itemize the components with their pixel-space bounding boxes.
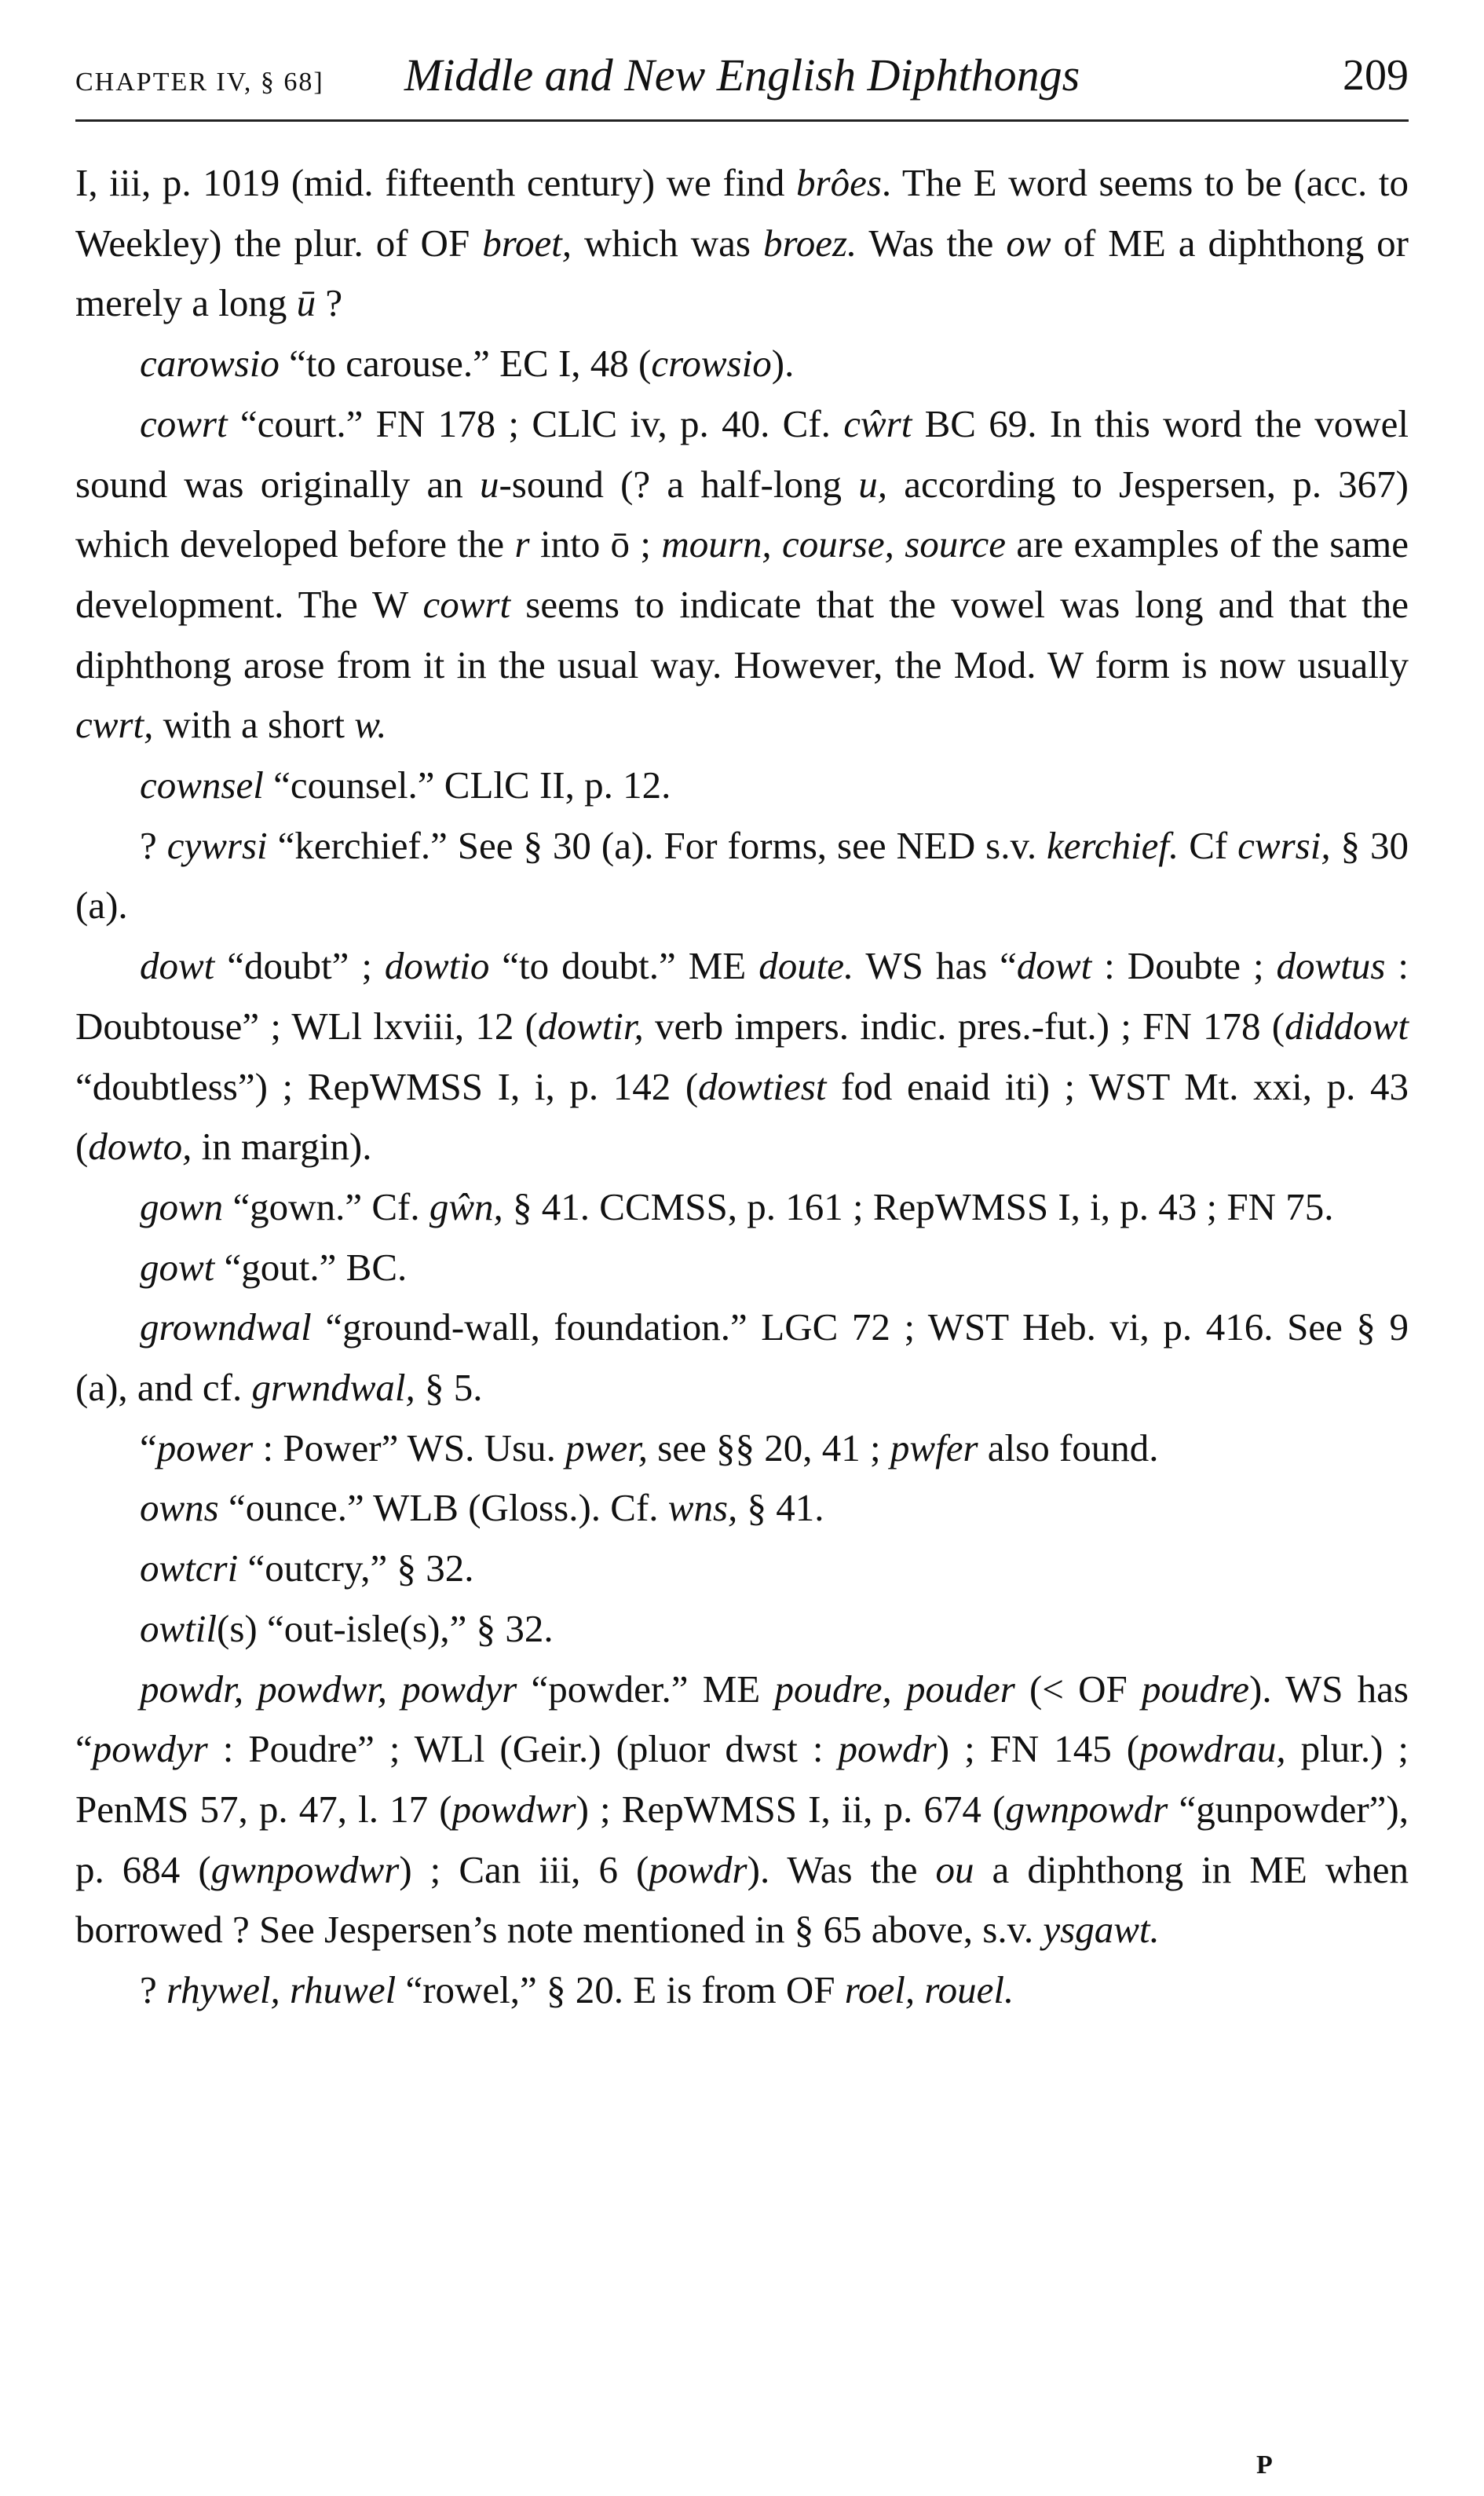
italic-term: growndwal	[140, 1305, 312, 1349]
text-run: § 30 (a).	[75, 823, 1409, 928]
italic-term: dowto,	[88, 1125, 192, 1169]
italic-term: grwndwal,	[251, 1366, 415, 1410]
italic-term: powdr	[649, 1847, 747, 1891]
text-run: : Power” WS. Usu.	[253, 1426, 566, 1469]
text-run: § 5.	[415, 1366, 483, 1410]
paragraph	[75, 816, 1409, 936]
text-run: “court.” FN 178 ; CLlC iv, p. 40. Cf.	[227, 401, 844, 445]
italic-term: kerchief.	[1047, 823, 1179, 867]
paragraph	[75, 394, 1409, 756]
text-run: I, iii, p. 1019 (mid. fifteenth century) we find	[75, 161, 796, 204]
running-title: Middle and New English Diphthongs	[404, 49, 1080, 101]
text-run: : Doubte ;	[1091, 944, 1277, 988]
italic-term: cowrt	[140, 401, 228, 445]
text-run: BC 69. In this word the vowel sound was originally an	[75, 401, 1409, 506]
italic-term: crowsio	[651, 342, 772, 386]
italic-term: dowtir,	[537, 1004, 644, 1048]
italic-term: cŵrt	[843, 401, 912, 445]
header-rule	[75, 119, 1409, 122]
italic-term: ū	[296, 281, 316, 325]
text-run: ). WS has “	[75, 1667, 1409, 1771]
italic-term: dowtus	[1276, 944, 1386, 988]
text-run: . The E word seems to be (acc. to Weekley) the plur. of OF	[75, 161, 1409, 265]
italic-term: mourn, course, source	[661, 522, 1007, 566]
paragraph	[75, 1660, 1409, 1961]
italic-term: dowtio	[384, 944, 490, 988]
text-run: seems to indicate that the vowel was long and that the diphthong arose from it in the usual way. However, the Mod. W form is now usually	[75, 582, 1409, 686]
text-run: ?	[140, 1968, 166, 2012]
paragraph	[75, 334, 1409, 394]
italic-term: wns,	[667, 1486, 738, 1530]
signature-mark: P	[1256, 2450, 1273, 2480]
italic-term: dowtiest	[698, 1064, 827, 1108]
text-run: ) ; Can iii, 6 (	[399, 1847, 649, 1891]
page-number: 209	[1343, 51, 1409, 100]
paragraph	[75, 1599, 1409, 1660]
italic-term: cownsel	[140, 763, 264, 807]
italic-term: w.	[354, 703, 387, 747]
text-run: “to carouse.” EC I, 48 (	[279, 342, 652, 386]
text-run: “doubtless”) ; RepWMSS I, i, p. 142 (	[75, 1064, 699, 1108]
chapter-reference: CHAPTER IV, § 68]	[75, 68, 324, 97]
text-run: are examples of the same development. The W	[75, 522, 1409, 626]
paragraph	[75, 1177, 1409, 1238]
text-run: which was	[572, 221, 763, 265]
text-run: ?	[316, 281, 343, 325]
italic-term: ou	[935, 1847, 974, 1891]
text-run: § 41.	[737, 1486, 824, 1530]
text-run: § 41. CCMSS, p. 161 ; RepWMSS I, i, p. 43 ; FN 75.	[503, 1184, 1334, 1228]
italic-term: owns	[140, 1486, 219, 1530]
text-run: : Poudre” ; WLl (Geir.) (pluor dwst :	[207, 1727, 839, 1771]
italic-term: cowrt	[422, 582, 511, 626]
text-run: also found.	[978, 1426, 1159, 1469]
italic-term: poudre	[1142, 1667, 1250, 1711]
italic-term: broet,	[482, 221, 572, 265]
text-run: verb impers. indic. pres.-fut.) ; FN 178 (	[643, 1004, 1285, 1048]
text-run: “kerchief.” See § 30 (a). For forms, see NED s.v.	[267, 823, 1047, 867]
text-run: “to doubt.” ME	[489, 944, 759, 988]
paragraph	[75, 1238, 1409, 1298]
italic-term: doute.	[758, 944, 854, 988]
text-run: “gunpowder”), p. 684 (	[75, 1787, 1409, 1891]
text-run: “outcry,” § 32.	[238, 1546, 474, 1590]
text-run: “ground-wall, foundation.” LGC 72 ; WST Heb. vi, p. 416. See § 9 (a), and cf.	[75, 1305, 1409, 1410]
italic-term: r	[514, 522, 530, 566]
text-run: Cf	[1179, 823, 1238, 867]
text-run: “gout.” BC.	[214, 1245, 408, 1289]
text-run: ) ; FN 145 (	[936, 1727, 1140, 1771]
italic-term: pwer,	[565, 1426, 648, 1469]
text-run: “doubt” ;	[214, 944, 385, 988]
text-run: with a short	[153, 703, 355, 747]
paragraph	[75, 756, 1409, 816]
text-run: “gown.” Cf.	[223, 1184, 429, 1228]
text-run: “ounce.” WLB (Gloss.). Cf.	[218, 1486, 668, 1530]
italic-term: rhywel, rhuwel	[166, 1968, 397, 2012]
italic-term: roel, rouel.	[844, 1968, 1014, 2012]
italic-term: owtil	[140, 1606, 217, 1650]
text-run: a diphthong in ME when borrowed ? See Jespersen’s note mentioned in § 65 above, s.v.	[75, 1847, 1409, 1952]
text-run: “	[140, 1426, 157, 1469]
text-run: : Doubtouse” ; WLl lxviii, 12 (	[75, 944, 1409, 1048]
text-run: according to Jespersen, p. 367) which developed before the	[75, 462, 1409, 566]
paragraph	[75, 936, 1409, 1177]
italic-term: gŵn,	[429, 1184, 503, 1228]
italic-term: power	[156, 1426, 254, 1469]
running-header	[75, 39, 1409, 126]
italic-term: cwrsi,	[1237, 823, 1331, 867]
paragraph	[75, 1478, 1409, 1539]
italic-term: dowt	[140, 944, 215, 988]
italic-term: u	[479, 462, 499, 506]
text-run: (s) “out-isle(s),” § 32.	[217, 1606, 554, 1650]
italic-term: carowsio	[140, 342, 280, 386]
italic-term: diddowt	[1285, 1004, 1409, 1048]
text-run: “counsel.” CLlC II, p. 12.	[263, 763, 671, 807]
italic-term: cwrt,	[75, 703, 154, 747]
italic-term: gwnpowdr	[1005, 1787, 1168, 1831]
text-run: -sound (? a half-long	[499, 462, 859, 506]
italic-term: owtcri	[140, 1546, 239, 1590]
italic-term: powdr, powdwr, powdyr	[140, 1667, 517, 1711]
italic-term: gown	[140, 1184, 224, 1228]
paragraph	[75, 1297, 1409, 1418]
text-run: “rowel,” § 20. E is from OF	[396, 1968, 845, 2012]
italic-term: dowt	[1016, 944, 1092, 988]
text-run: in margin).	[192, 1125, 372, 1169]
italic-term: cywrsi	[166, 823, 268, 867]
italic-term: powdrau,	[1139, 1727, 1286, 1771]
paragraph	[75, 1418, 1409, 1479]
text-run: plur.) ; PenMS 57, p. 47, l. 17 (	[75, 1727, 1409, 1831]
italic-term: gowt	[140, 1245, 215, 1289]
italic-term: ysgawt.	[1043, 1908, 1160, 1952]
italic-term: gwnpowdwr	[210, 1847, 400, 1891]
text-run: ) ; RepWMSS I, ii, p. 674 (	[576, 1787, 1006, 1831]
paragraph	[75, 1539, 1409, 1599]
italic-term: ow	[1006, 221, 1051, 265]
text-run: fod enaid iti) ; WST Mt. xxi, p. 43 (	[75, 1064, 1409, 1169]
italic-term: powdwr	[451, 1787, 576, 1831]
body-text	[75, 153, 1409, 2021]
text-run: ).	[771, 342, 795, 386]
italic-term: powdyr	[92, 1727, 208, 1771]
text-run: ?	[140, 823, 167, 867]
text-run: of ME a diphthong or merely a long	[75, 221, 1409, 325]
text-run: see §§ 20, 41 ;	[647, 1426, 890, 1469]
italic-term: powdr	[838, 1727, 937, 1771]
text-run: Was the	[857, 221, 1007, 265]
paragraph	[75, 1960, 1409, 2021]
text-run: into ō ;	[529, 522, 662, 566]
italic-term: u,	[858, 462, 887, 506]
text-run: “powder.” ME	[517, 1667, 775, 1711]
italic-term: pwfer	[890, 1426, 978, 1469]
paragraph	[75, 153, 1409, 334]
italic-term: broez.	[762, 221, 857, 265]
text-run: ). Was the	[747, 1847, 936, 1891]
italic-term: brôes	[796, 161, 882, 204]
text-run: WS has “	[853, 944, 1017, 988]
italic-term: poudre, pouder	[774, 1667, 1015, 1711]
text-run: (< OF	[1014, 1667, 1142, 1711]
